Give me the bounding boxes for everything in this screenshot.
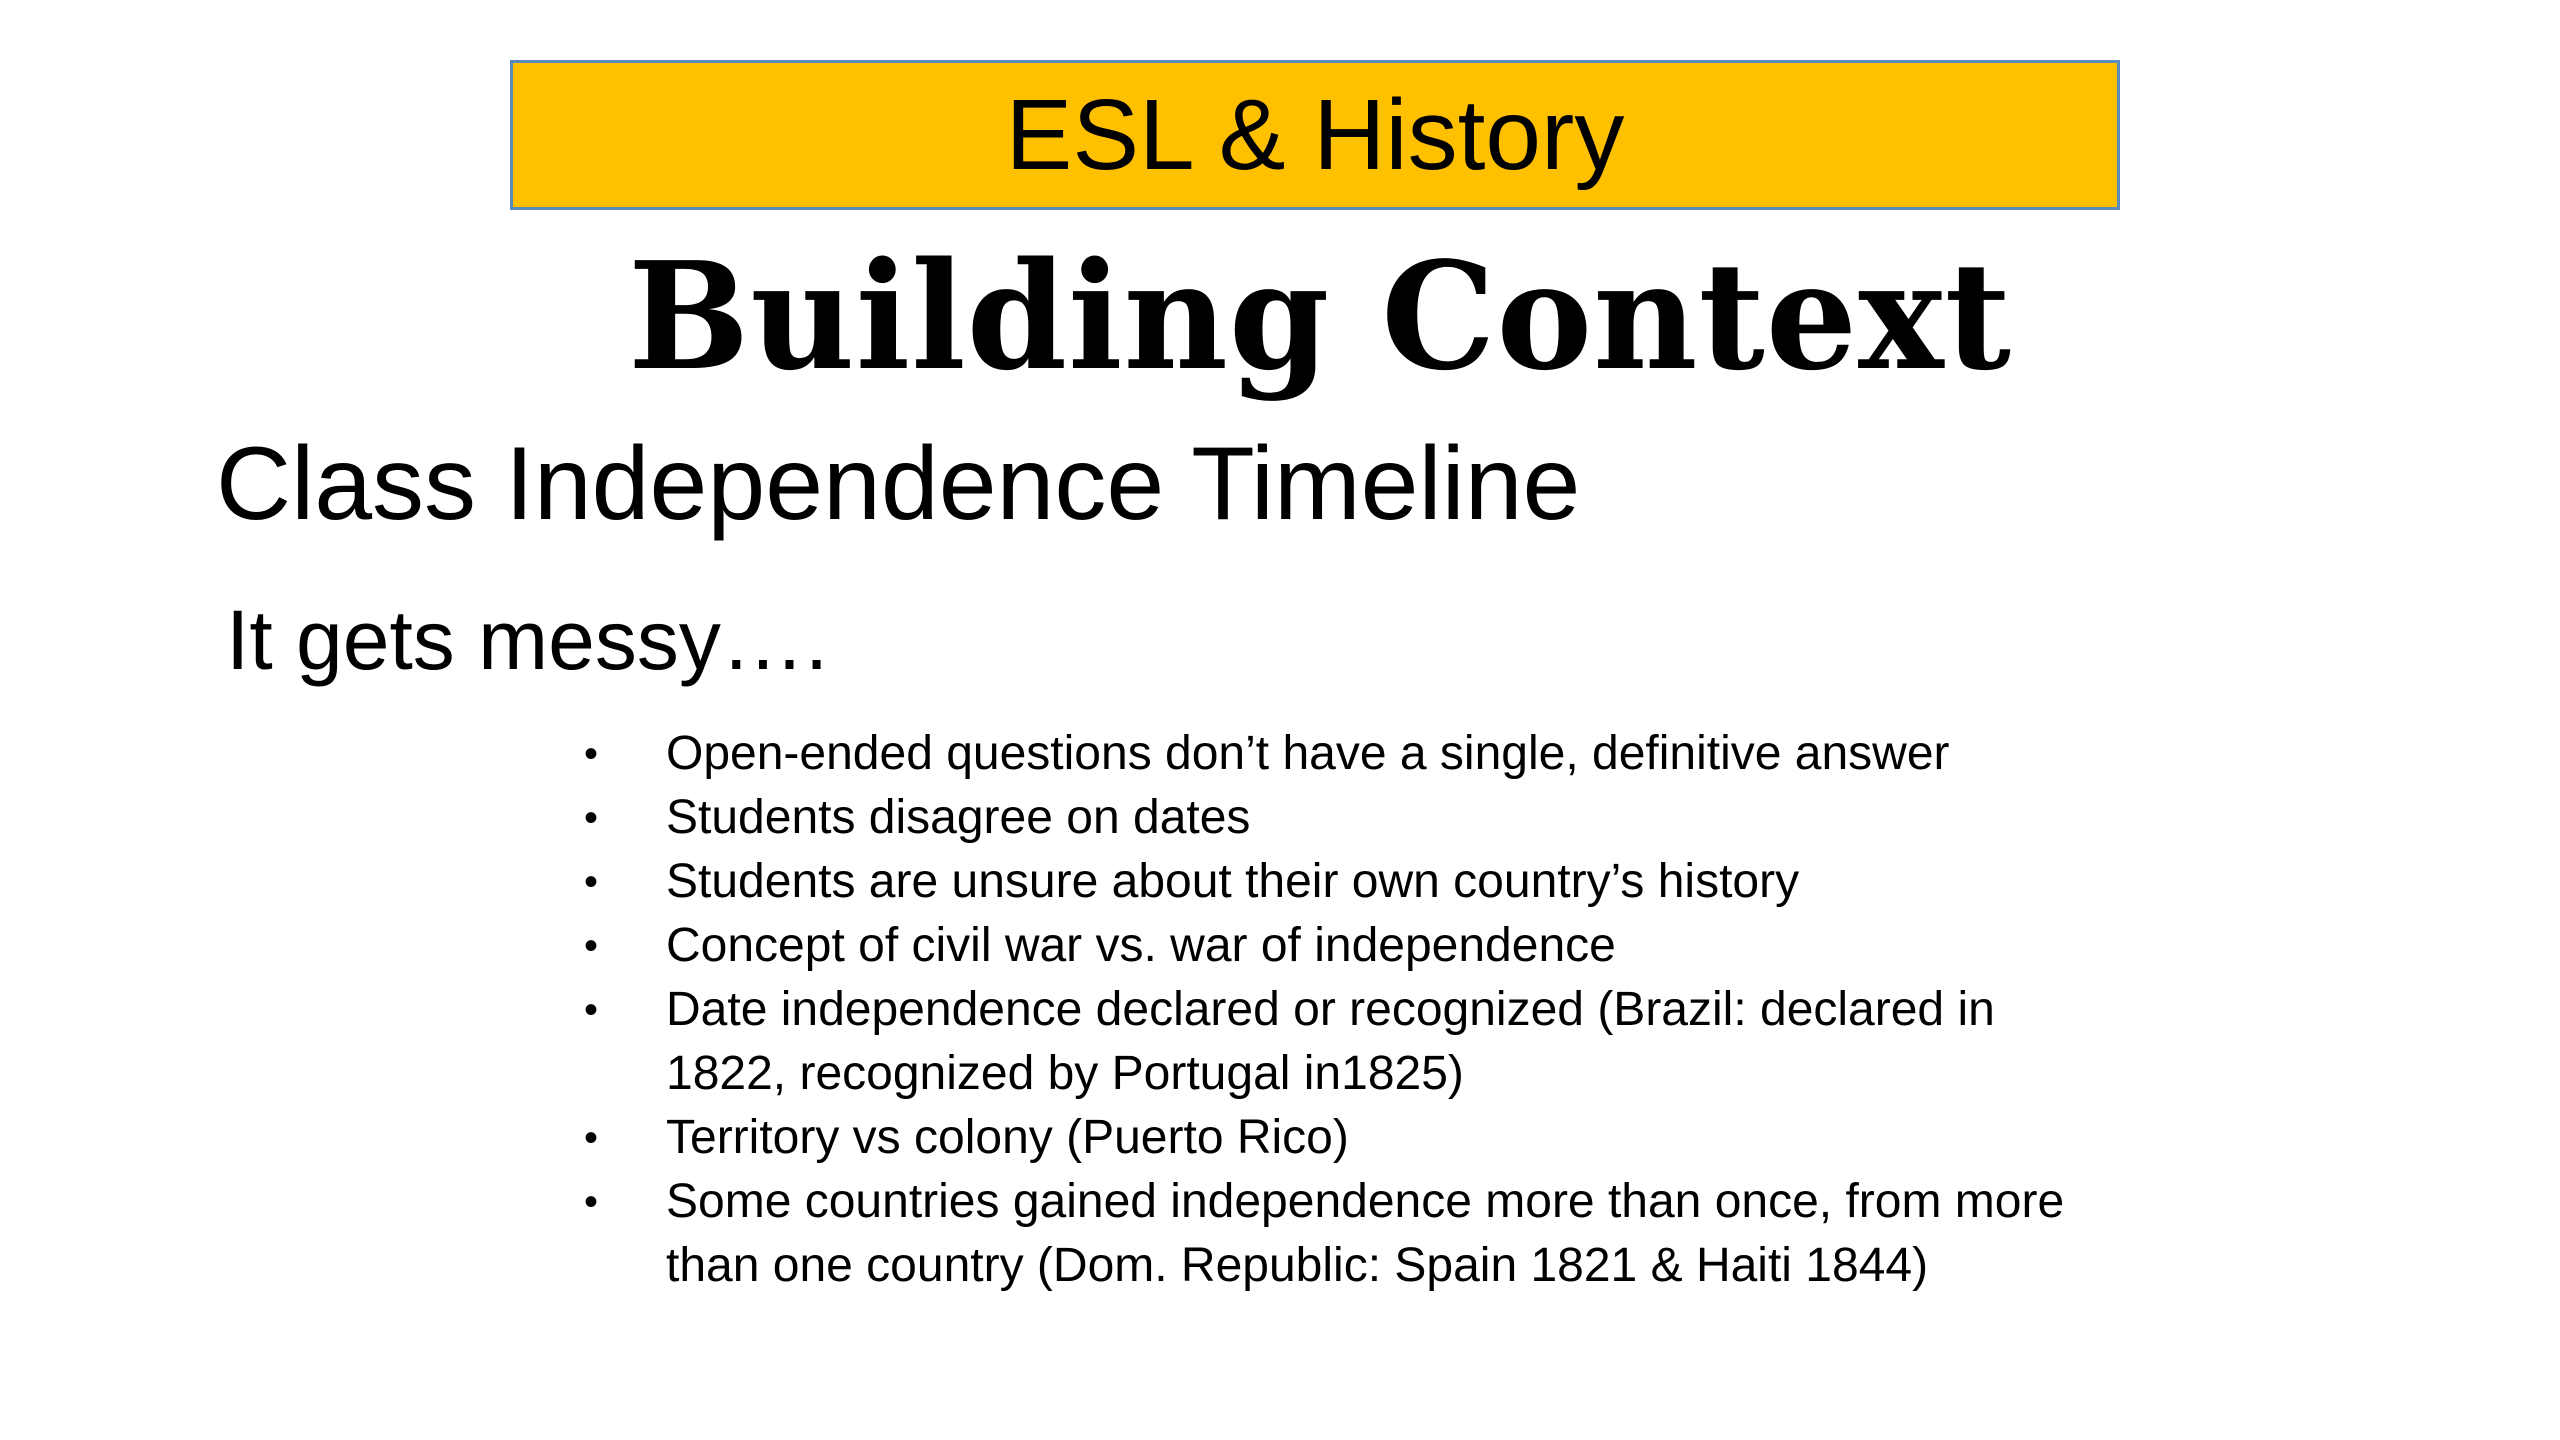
bullet-item	[580, 850, 2080, 914]
banner-title: ESL & History	[1005, 79, 1625, 191]
bullet-item	[580, 1106, 2080, 1170]
bullet-icon: •	[584, 924, 599, 968]
bullet-text: Students are unsure about their own country’s history	[666, 855, 1800, 908]
bullet-item	[580, 914, 2080, 978]
bullet-text: Concept of civil war vs. war of independence	[666, 919, 1616, 972]
header-banner	[510, 60, 2120, 210]
bullet-text: Open-ended questions don’t have a single, definitive answer	[666, 727, 1950, 780]
lead-text: It gets messy….	[226, 593, 829, 687]
bullet-item	[580, 978, 2080, 1106]
slide-subtitle: Class Independence Timeline	[216, 426, 1581, 542]
bullet-icon: •	[584, 1116, 599, 1160]
bullet-list	[580, 722, 2080, 1298]
bullet-icon: •	[584, 732, 599, 776]
bullet-icon: •	[584, 1180, 599, 1224]
bullet-icon: •	[584, 796, 599, 840]
bullet-item	[580, 1170, 2080, 1298]
bullet-icon: •	[584, 988, 599, 1032]
bullet-text: Territory vs colony (Puerto Rico)	[666, 1111, 1349, 1164]
slide-title: Building Context	[628, 229, 2012, 403]
bullet-icon: •	[584, 860, 599, 904]
bullet-text: Students disagree on dates	[666, 791, 1251, 844]
bullet-text: Date independence declared or recognized (Brazil: declared in 1822, recognized by Portugal in1825)	[666, 983, 1995, 1100]
bullet-text: Some countries gained independence more than once, from more than one country (Dom. Republic: Spain 1821 & Haiti 1844)	[666, 1175, 2065, 1292]
bullet-item	[580, 722, 2080, 786]
bullet-item	[580, 786, 2080, 850]
